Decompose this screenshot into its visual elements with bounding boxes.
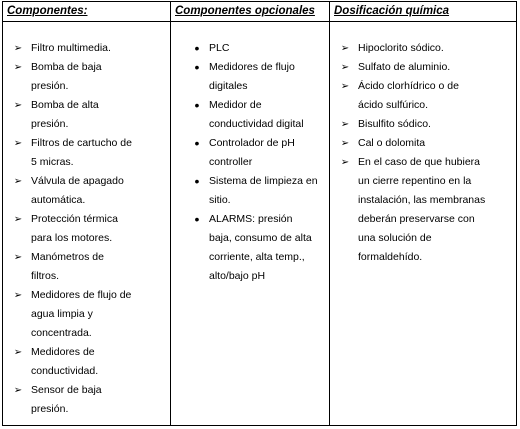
list-item-text: Medidores de flujo de <box>31 289 132 301</box>
column-componentes <box>3 22 171 425</box>
list-item <box>3 343 170 381</box>
list-item-text: presión. <box>31 118 69 130</box>
arrow-bullet-icon: ➢ <box>13 214 23 225</box>
arrow-bullet-icon: ➢ <box>13 252 23 263</box>
list-item <box>3 39 170 58</box>
list-item <box>3 58 170 96</box>
list-item-text: En el caso de que hubiera <box>358 156 481 168</box>
arrow-bullet-icon: ➢ <box>340 138 350 149</box>
list-item <box>171 210 329 286</box>
list-item-text: Sistema de limpieza en <box>209 175 318 187</box>
list-item-text: Hipoclorito sódico. <box>358 42 444 54</box>
list-item <box>3 172 170 210</box>
arrow-bullet-icon: ➢ <box>13 290 23 301</box>
arrow-bullet-icon: ➢ <box>13 43 23 54</box>
arrow-bullet-icon: ➢ <box>13 62 23 73</box>
dot-bullet-icon: • <box>194 211 200 227</box>
list-item-text: formaldehído. <box>358 251 423 263</box>
list-item-text: Ácido clorhídrico o de <box>358 80 459 92</box>
dot-bullet-icon: • <box>194 135 200 151</box>
list-item-text: conductividad. <box>31 365 99 377</box>
header-dosificacion-quimica-label: Dosificación química <box>334 5 450 17</box>
column-componentes-opcionales <box>171 22 330 425</box>
list-item <box>3 381 170 419</box>
header-componentes <box>3 2 171 22</box>
list-item-text: baja, consumo de alta <box>209 232 312 244</box>
list-item <box>171 96 329 134</box>
dot-bullet-icon: • <box>194 97 200 113</box>
list-item <box>171 58 329 96</box>
list-item <box>3 248 170 286</box>
list-item-text: concentrada. <box>31 327 92 339</box>
list-item-text: una solución de <box>358 232 432 244</box>
list-item-text: filtros. <box>31 270 60 282</box>
list-item-text: Bisulfito sódico. <box>358 118 431 130</box>
arrow-bullet-icon: ➢ <box>340 43 350 54</box>
list-item-text: automática. <box>31 194 86 206</box>
header-componentes-opcionales-label: Componentes opcionales <box>175 5 315 17</box>
list-item-text: ácido sulfúrico. <box>358 99 429 111</box>
list-item-text: un cierre repentino en la <box>358 175 472 187</box>
list-item-text: Medidores de <box>31 346 95 358</box>
list-item <box>3 210 170 248</box>
list-item-text: Controlador de pH <box>209 137 295 149</box>
list-item-text: corriente, alta temp., <box>209 251 305 263</box>
list-item-text: Válvula de apagado <box>31 175 124 187</box>
list-item-text: Bomba de alta <box>31 99 99 111</box>
list-item-text: controller <box>209 156 253 168</box>
list-item-text: Cal o dolomita <box>358 137 426 149</box>
list-item-text: Sensor de baja <box>31 384 102 396</box>
arrow-bullet-icon: ➢ <box>340 62 350 73</box>
list-item-text: ALARMS: presión <box>209 213 293 225</box>
list-item <box>171 172 329 210</box>
list-item <box>330 134 516 153</box>
list-item <box>330 77 516 115</box>
list-item-text: agua limpia y <box>31 308 93 320</box>
list-item-text: alto/bajo pH <box>209 270 266 282</box>
list-item-text: Sulfato de aluminio. <box>358 61 451 73</box>
list-item-text: Filtro multimedia. <box>31 42 111 54</box>
list-item <box>3 286 170 343</box>
list-item-text: conductividad digital <box>209 118 304 130</box>
list-item-text: Medidor de <box>209 99 262 111</box>
list-item-text: Bomba de baja <box>31 61 102 73</box>
arrow-bullet-icon: ➢ <box>340 119 350 130</box>
list-item <box>171 39 329 58</box>
list-item-text: Manómetros de <box>31 251 104 263</box>
componentes-list <box>3 22 170 419</box>
list-item-text: deberán preservarse con <box>358 213 475 225</box>
list-item <box>330 115 516 134</box>
arrow-bullet-icon: ➢ <box>13 385 23 396</box>
arrow-bullet-icon: ➢ <box>340 157 350 168</box>
list-item-text: instalación, las membranas <box>358 194 486 206</box>
list-item-text: presión. <box>31 403 69 415</box>
header-componentes-opcionales <box>171 2 330 22</box>
list-item-text: 5 micras. <box>31 156 74 168</box>
list-item-text: PLC <box>209 42 230 54</box>
list-item-text: para los motores. <box>31 232 113 244</box>
list-item <box>330 39 516 58</box>
list-item <box>330 153 516 267</box>
header-dosificacion-quimica <box>330 2 516 22</box>
dot-bullet-icon: • <box>194 40 200 56</box>
dot-bullet-icon: • <box>194 59 200 75</box>
list-item-text: Medidores de flujo <box>209 61 295 73</box>
list-item <box>3 134 170 172</box>
list-item-text: Filtros de cartucho de <box>31 137 132 149</box>
arrow-bullet-icon: ➢ <box>13 176 23 187</box>
arrow-bullet-icon: ➢ <box>13 100 23 111</box>
dosificacion-quimica-list <box>330 22 516 267</box>
arrow-bullet-icon: ➢ <box>340 81 350 92</box>
arrow-bullet-icon: ➢ <box>13 138 23 149</box>
list-item <box>3 96 170 134</box>
header-componentes-label: Componentes: <box>7 5 88 17</box>
list-item <box>171 134 329 172</box>
dot-bullet-icon: • <box>194 173 200 189</box>
list-item-text: digitales <box>209 80 248 92</box>
column-dosificacion-quimica <box>330 22 516 425</box>
list-item-text: presión. <box>31 80 69 92</box>
components-table <box>2 1 517 426</box>
list-item-text: sitio. <box>209 194 231 206</box>
componentes-opcionales-list <box>171 22 329 286</box>
arrow-bullet-icon: ➢ <box>13 347 23 358</box>
list-item-text: Protección térmica <box>31 213 118 225</box>
list-item <box>330 58 516 77</box>
